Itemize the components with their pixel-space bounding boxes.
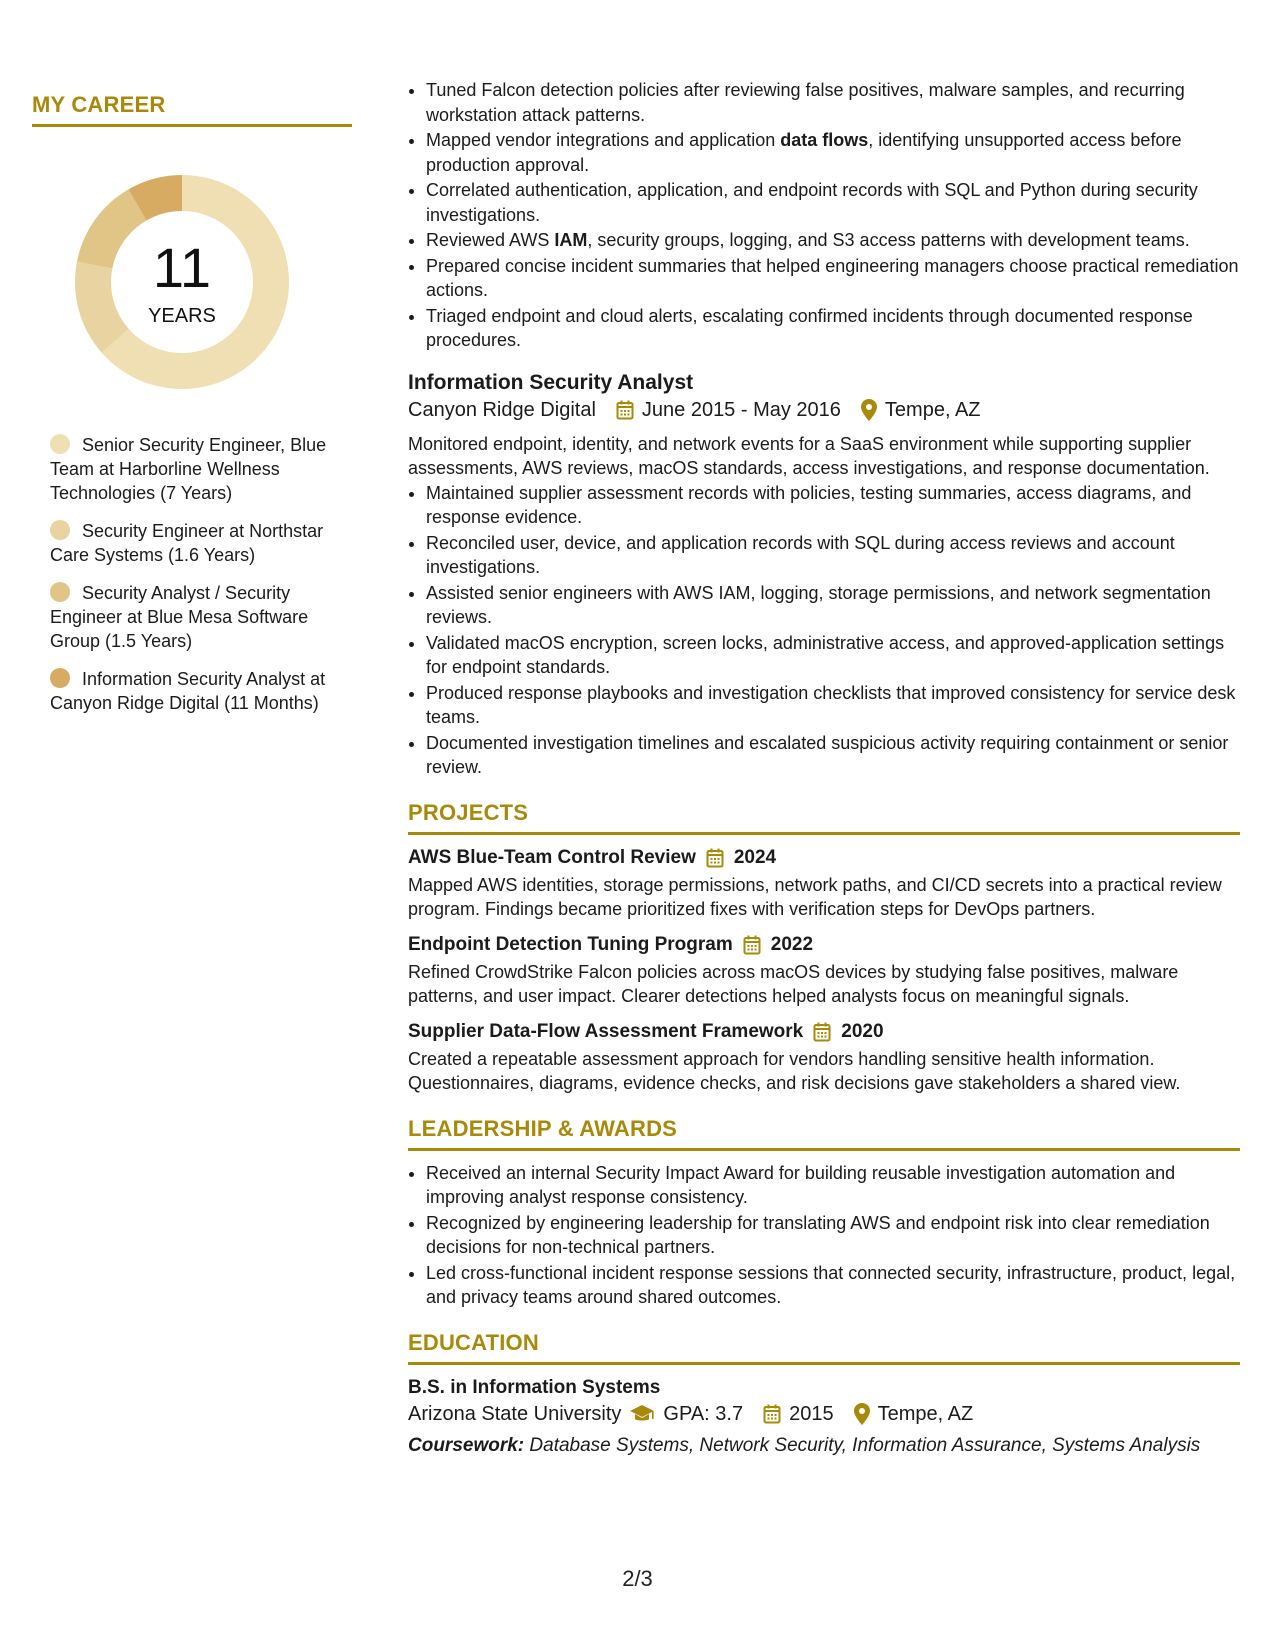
legend-item [50, 667, 340, 715]
project-year: 2024 [733, 846, 777, 868]
project-year: 2020 [841, 1020, 884, 1042]
bold-keyword: IAM [554, 230, 588, 250]
project-item [408, 847, 1240, 922]
page-number: 2/3 [622, 1566, 653, 1591]
graduation-cap-icon [629, 1404, 655, 1424]
calendar-icon [743, 935, 761, 955]
projects-section [408, 800, 1240, 1096]
bullet-item: • Received an internal Security Impact Award for building reusable investigation automation and improving analyst response consistency. [426, 1161, 1240, 1210]
bullet-item: • Reconciled user, device, and application records with SQL during access reviews and account investigations. [426, 531, 1240, 580]
coursework [408, 1434, 1240, 1458]
calendar-icon [763, 1404, 781, 1424]
leadership-rule [408, 1148, 1240, 1151]
years-label: YEARS [148, 305, 216, 327]
bullet-item: • Tuned Falcon detection policies after reviewing false positives, malware samples, and recurring workstation attack patterns. [426, 78, 1240, 127]
job-summary: Monitored endpoint, identity, and network events for a SaaS environment while supporting supplier assessments, AWS reviews, macOS standards, access investigations, and response documentation. [408, 433, 1210, 478]
job-dates: June 2015 - May 2016 [641, 398, 841, 421]
career-heading: MY CAREER [32, 92, 166, 117]
project-description: Refined CrowdStrike Falcon policies across macOS devices by studying false positives, malware patterns, and user impact. Clearer detections helped analysts focus on meaningful signals. [408, 961, 1179, 1006]
legend-item [50, 519, 340, 567]
project-description: Created a repeatable assessment approach for vendors handling sensitive health information. Questionnaires, diagrams, evidence checks, and risk decisions gave stakeholders a shared view. [408, 1048, 1181, 1093]
job-bullets [408, 481, 1240, 780]
career-legend [50, 433, 340, 715]
legend-dot [50, 668, 70, 688]
leadership-bullets [408, 1161, 1240, 1310]
career-sidebar [32, 92, 352, 729]
education-section [408, 1330, 1240, 1458]
bullet-item: • Produced response playbooks and investigation checklists that improved consistency for service desk teams. [426, 681, 1240, 730]
school-name: Arizona State University [408, 1402, 622, 1425]
bullet-item: • Triaged endpoint and cloud alerts, escalating confirmed incidents through documented response procedures. [426, 304, 1240, 353]
legend-dot [50, 434, 70, 454]
leadership-heading: LEADERSHIP & AWARDS [408, 1115, 678, 1141]
bullet-item: • Mapped vendor integrations and application data flows, identifying unsupported access before production approval. [426, 128, 1240, 177]
calendar-icon [813, 1022, 831, 1042]
graduation-year: 2015 [789, 1402, 834, 1425]
legend-dot [50, 520, 70, 540]
project-title: AWS Blue-Team Control Review [408, 846, 696, 868]
main-column [408, 78, 1240, 1458]
legend-text: Security Engineer at Northstar Care Systems (1.6 Years) [50, 521, 324, 565]
job-meta [408, 399, 1240, 422]
career-heading-rule [32, 124, 352, 127]
project-title: Endpoint Detection Tuning Program [408, 933, 733, 955]
bullet-item: • Recognized by engineering leadership for translating AWS and endpoint risk into clear remediation decisions for non-technical partners. [426, 1211, 1240, 1260]
legend-item [50, 581, 340, 653]
degree-title: B.S. in Information Systems [408, 1376, 661, 1398]
calendar-icon [706, 848, 724, 868]
job-location: Tempe, AZ [884, 398, 981, 421]
bullet-item: • Documented investigation timelines and escalated suspicious activity requiring containment or senior review. [426, 731, 1240, 780]
leadership-section [408, 1116, 1240, 1310]
education-meta [408, 1403, 1240, 1426]
location-pin-icon [854, 1403, 870, 1425]
previous-job-bullets [408, 78, 1240, 353]
project-title: Supplier Data-Flow Assessment Framework [408, 1020, 804, 1042]
total-years: 11 [152, 236, 212, 299]
legend-item [50, 433, 340, 505]
coursework-label: Coursework: [408, 1434, 525, 1456]
location-pin-icon [861, 399, 877, 421]
career-donut-chart [67, 167, 297, 397]
projects-rule [408, 832, 1240, 835]
job-company: Canyon Ridge Digital [408, 398, 596, 421]
gpa: GPA: 3.7 [663, 1402, 744, 1425]
job-title: Information Security Analyst [408, 370, 694, 394]
calendar-icon [616, 400, 634, 420]
project-description: Mapped AWS identities, storage permissions, network paths, and CI/CD secrets into a practical review program. Findings became prioritized fixes with verification steps for DevOps partners. [408, 874, 1222, 919]
legend-text: Information Security Analyst at Canyon Ridge Digital (11 Months) [50, 669, 326, 713]
bullet-item: • Assisted senior engineers with AWS IAM, logging, storage permissions, and network segmentation reviews. [426, 581, 1240, 630]
legend-text: Senior Security Engineer, Blue Team at Harborline Wellness Technologies (7 Years) [50, 435, 327, 503]
bullet-item: • Correlated authentication, application, and endpoint records with SQL and Python during security investigations. [426, 178, 1240, 227]
project-year: 2022 [770, 933, 814, 955]
bullet-item: • Validated macOS encryption, screen locks, administrative access, and approved-application settings for endpoint standards. [426, 631, 1240, 680]
bullet-item: • Reviewed AWS IAM, security groups, logging, and S3 access patterns with development teams. [426, 228, 1240, 253]
bullet-item: • Led cross-functional incident response sessions that connected security, infrastructure, product, legal, and privacy teams around shared outcomes. [426, 1261, 1240, 1310]
project-item [408, 934, 1240, 1009]
education-heading: EDUCATION [408, 1329, 539, 1355]
coursework-list: Database Systems, Network Security, Information Assurance, Systems Analysis [524, 1434, 1201, 1456]
school-location: Tempe, AZ [877, 1402, 974, 1425]
education-rule [408, 1362, 1240, 1365]
bullet-item: • Maintained supplier assessment records with policies, testing summaries, access diagrams, and response evidence. [426, 481, 1240, 530]
legend-dot [50, 582, 70, 602]
bullet-item: • Prepared concise incident summaries that helped engineering managers choose practical remediation actions. [426, 254, 1240, 303]
bold-keyword: data flows [780, 130, 869, 150]
projects-heading: PROJECTS [408, 799, 529, 825]
project-item [408, 1021, 1240, 1096]
legend-text: Security Analyst / Security Engineer at Blue Mesa Software Group (1.5 Years) [50, 583, 309, 651]
